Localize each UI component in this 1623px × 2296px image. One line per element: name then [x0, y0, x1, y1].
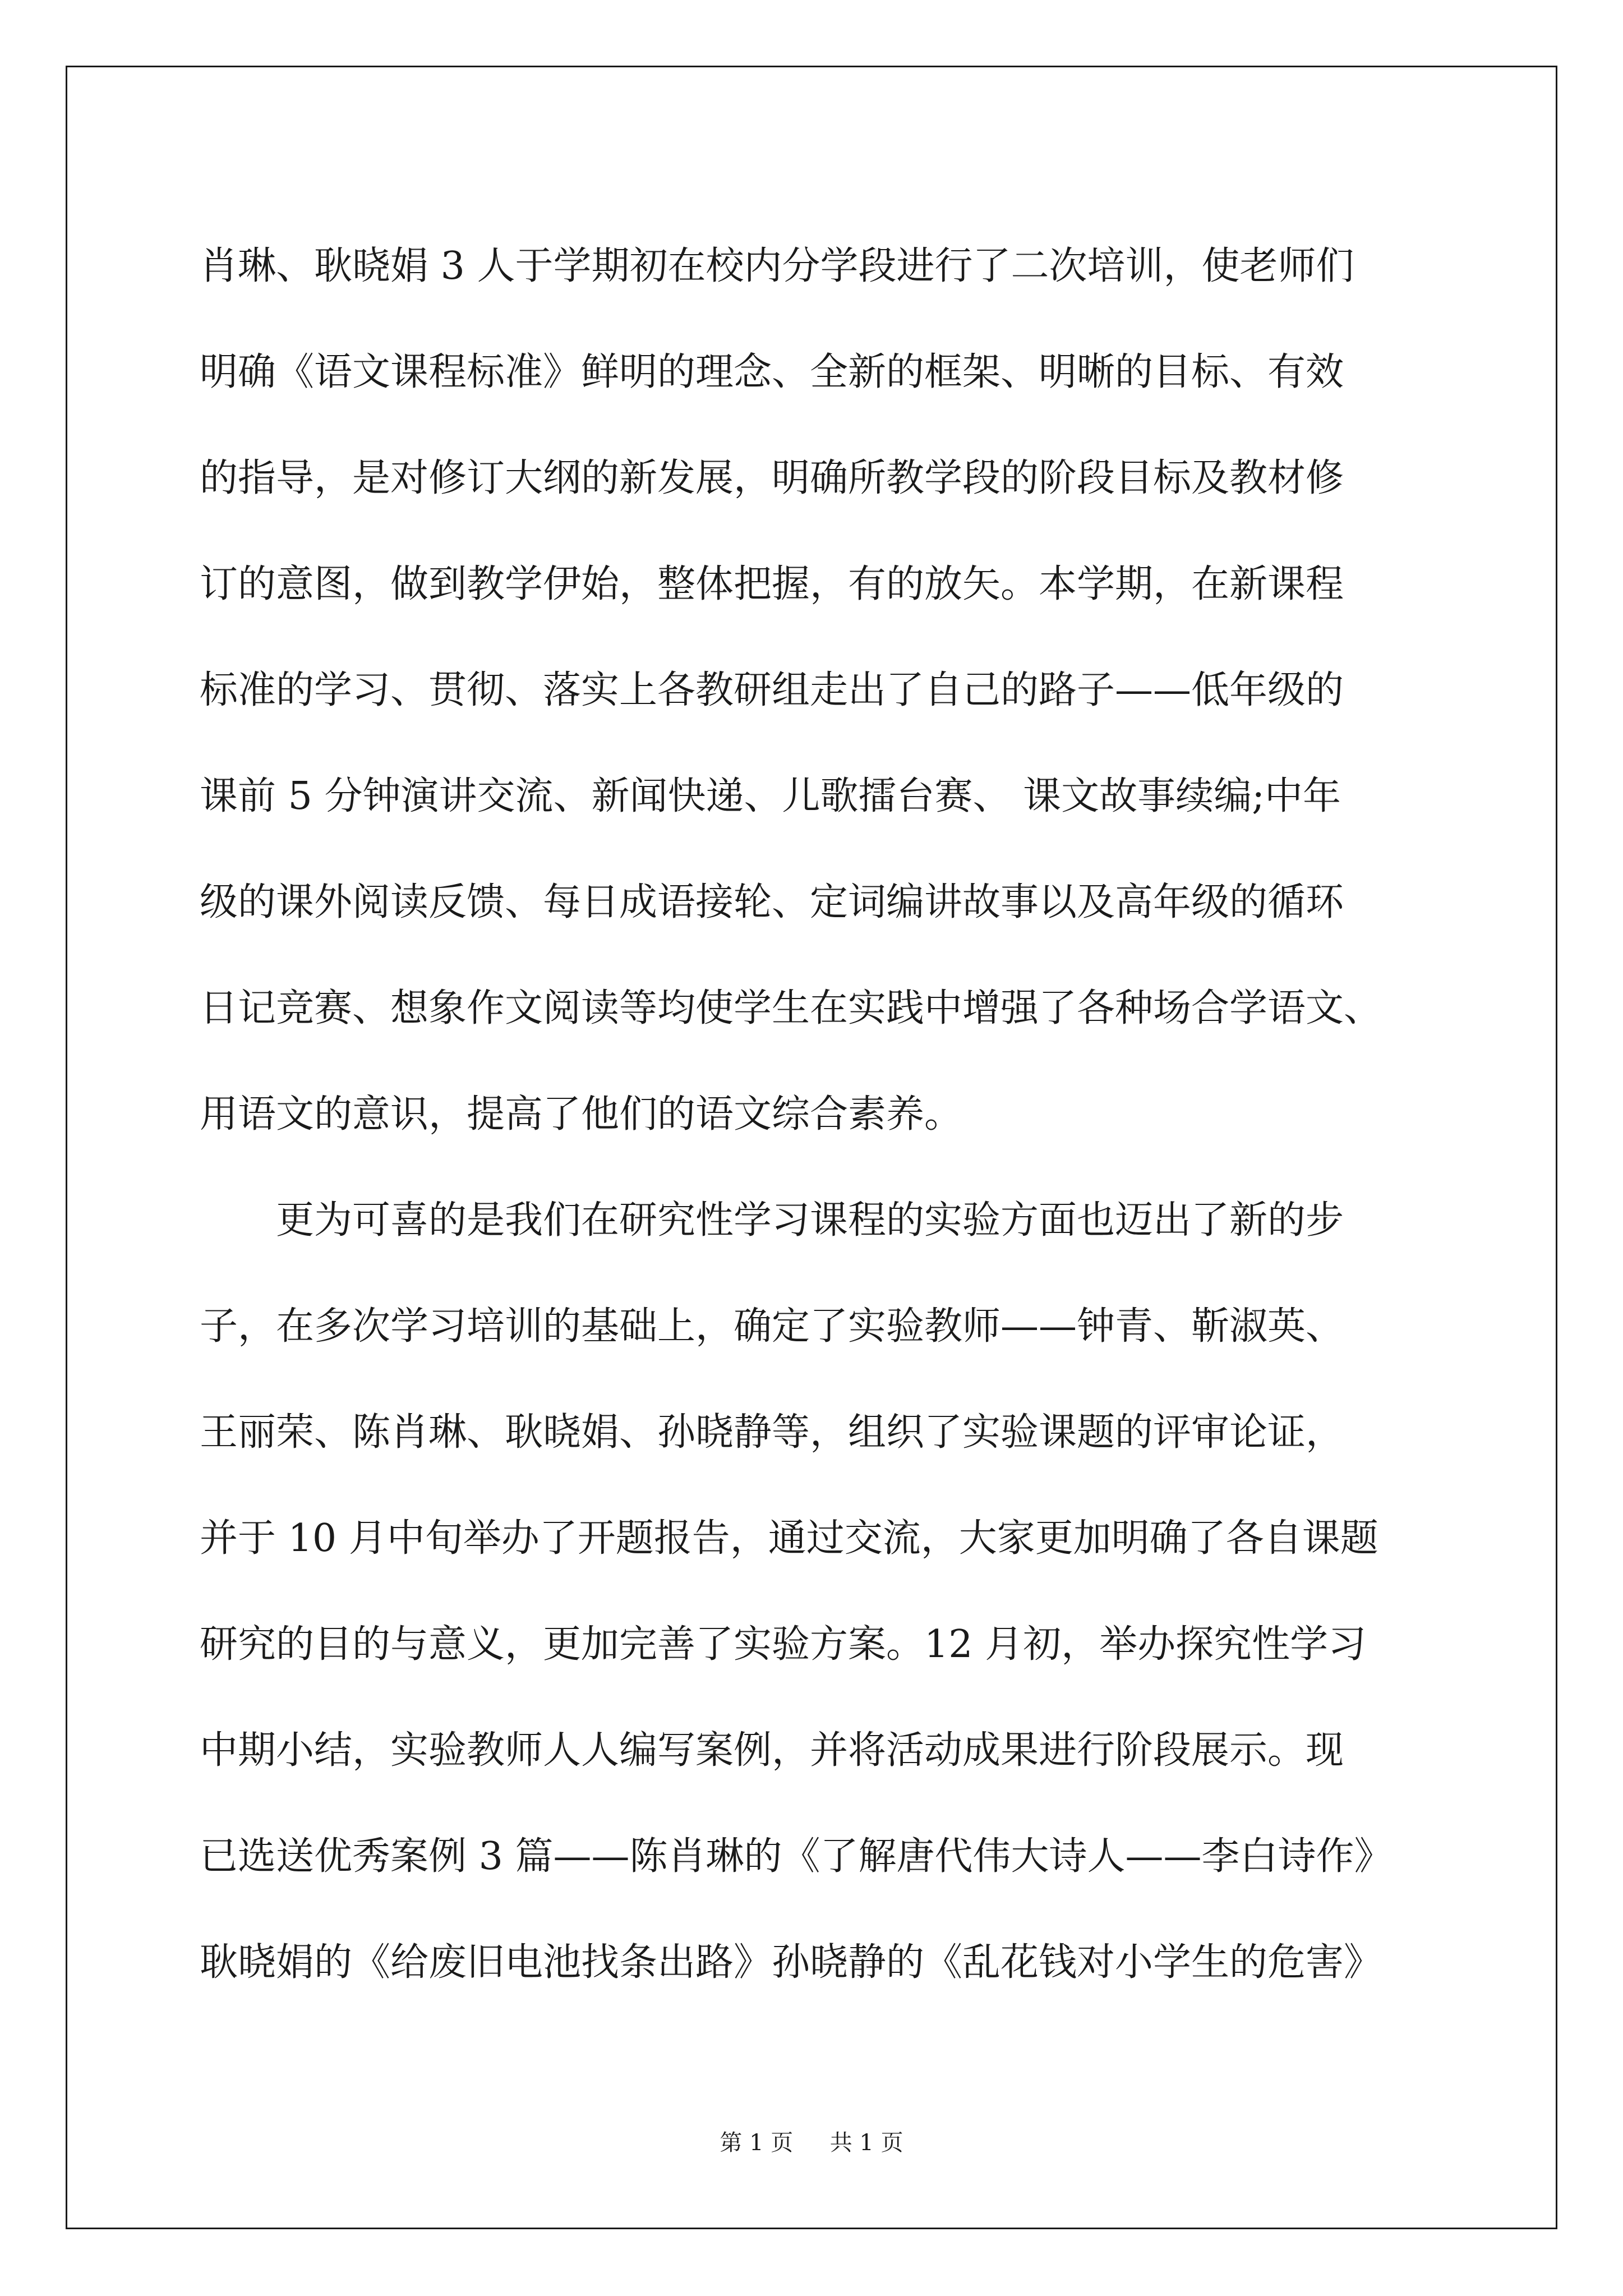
- text-line: 日记竞赛、想象作文阅读等均使学生在实践中增强了各种场合学语文、: [200, 986, 1382, 1030]
- text-line: 并于 10 月中旬举办了开题报告，通过交流，大家更加明确了各自课题: [200, 1516, 1378, 1561]
- page-number-total: 共 1 页: [829, 2130, 903, 2156]
- text-line: 课前 5 分钟演讲交流、新闻快递、儿歌擂台赛、 课文故事续编;中年: [200, 774, 1341, 818]
- text-line: 的指导，是对修订大纲的新发展，明确所教学段的阶段目标及教材修: [200, 456, 1344, 500]
- text-line: 中期小结，实验教师人人编写案例，并将活动成果进行阶段展示。现: [200, 1728, 1344, 1773]
- text-line: 用语文的意识，提高了他们的语文综合素养。: [200, 1092, 963, 1137]
- page-footer: [0, 2125, 1623, 2157]
- text-line: 子，在多次学习培训的基础上，确定了实验教师——钟青、靳淑英、: [200, 1304, 1344, 1349]
- text-line: 王丽荣、陈肖琳、耿晓娟、孙晓静等，组织了实验课题的评审论证，: [200, 1410, 1344, 1455]
- paragraph-first-line: 更为可喜的是我们在研究性学习课程的实验方面也迈出了新的步: [276, 1198, 1344, 1243]
- text-line: 肖琳、耿晓娟 3 人于学期初在校内分学段进行了二次培训，使老师们: [200, 244, 1354, 288]
- page-number-current: 第 1 页: [720, 2130, 794, 2156]
- text-line: 已选送优秀案例 3 篇——陈肖琳的《了解唐代伟大诗人——李白诗作》: [200, 1834, 1393, 1879]
- text-line: 订的意图，做到教学伊始，整体把握，有的放矢。本学期，在新课程: [200, 562, 1344, 606]
- document-body: [200, 213, 1439, 2016]
- text-line: 级的课外阅读反馈、每日成语接轮、定词编讲故事以及高年级的循环: [200, 880, 1344, 924]
- text-line: 耿晓娟的《给废旧电池找条出路》孙晓静的《乱花钱对小学生的危害》: [200, 1940, 1382, 1985]
- text-line: 标准的学习、贯彻、落实上各教研组走出了自己的路子——低年级的: [200, 668, 1344, 712]
- text-line: 研究的目的与意义，更加完善了实验方案。12 月初，举办探究性学习: [200, 1622, 1367, 1667]
- text-line: 明确《语文课程标准》鲜明的理念、全新的框架、明晰的目标、有效: [200, 350, 1344, 394]
